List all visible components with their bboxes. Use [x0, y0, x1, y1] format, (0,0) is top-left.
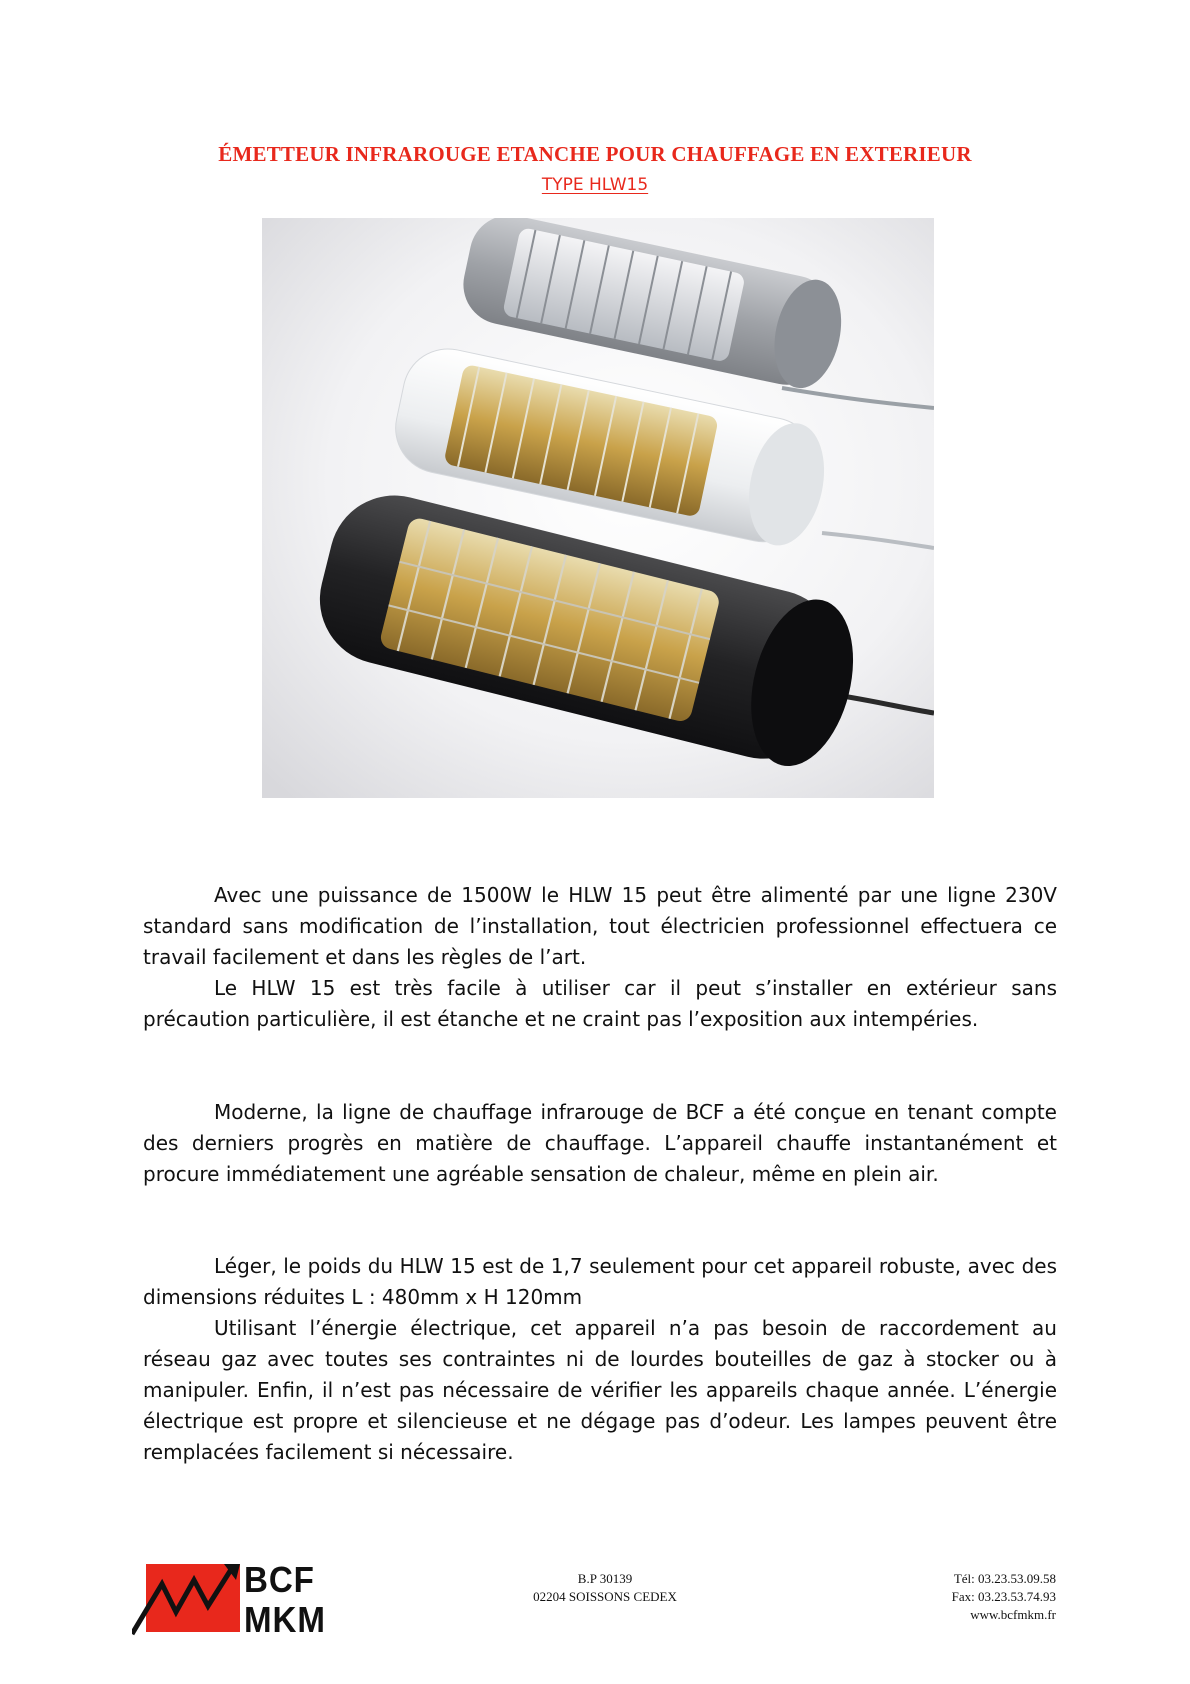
- contact-website[interactable]: www.bcfmkm.fr: [970, 1607, 1056, 1622]
- address-po-box: B.P 30139: [577, 1571, 633, 1586]
- document-title: ÉMETTEUR INFRAROUGE ETANCHE POUR CHAUFFAGE EN EXTERIEUR: [218, 142, 972, 166]
- paragraph-electric: Utilisant l’énergie électrique, cet appareil n’a pas besoin de raccordement au réseau gaz avec toutes ses contraintes ni de lourdes bouteilles de gaz à stocker ou à manipuler. Enfin, il n’est pas nécessaire de vérifier les appareils chaque année. L’énergie électrique est propre et silencieuse et ne dégage pas d’odeur. Les lampes peuvent être remplacées facilement si nécessaire.: [143, 1316, 1057, 1464]
- paragraph-installation: Le HLW 15 est très facile à utiliser car il peut s’installer en extérieur sans précaution particulière, il est étanche et ne craint pas l’exposition aux intempéries.: [143, 976, 1057, 1031]
- paragraph-block-modern: [143, 1097, 1057, 1190]
- contact-tel: Tél: 03.23.53.09.58: [953, 1571, 1056, 1586]
- paragraph-block-power: [143, 880, 1057, 1035]
- logo-text-mkm: MKM: [244, 1599, 326, 1640]
- address-city: 02204 SOISSONS CEDEX: [533, 1589, 677, 1604]
- paragraph-modern: Moderne, la ligne de chauffage infrarouge de BCF a été conçue en tenant compte des derniers progrès en matière de chauffage. L’appareil chauffe instantanément et procure immédiatement une agréable sensation de chaleur, même en plein air.: [143, 1100, 1057, 1186]
- logo-text-bcf: BCF: [244, 1559, 315, 1600]
- paragraph-power: Avec une puissance de 1500W le HLW 15 peut être alimenté par une ligne 230V standard sans modification de l’installation, tout électricien professionnel effectuera ce travail facilement et dans les règles de l’art.: [143, 883, 1057, 969]
- document-subtitle: [0, 175, 1190, 195]
- subtitle-text: TYPE HLW15: [541, 175, 649, 195]
- paragraph-block-weight: [143, 1251, 1057, 1468]
- contact-fax: Fax: 03.23.53.74.93: [951, 1589, 1056, 1604]
- heater-illustration: [262, 218, 934, 798]
- paragraph-weight: Léger, le poids du HLW 15 est de 1,7 seulement pour cet appareil robuste, avec des dimensions réduites L : 480mm x H 120mm: [143, 1254, 1057, 1309]
- footer-contact: [860, 1570, 1056, 1624]
- footer-address: [495, 1570, 715, 1606]
- product-photo: [262, 218, 934, 798]
